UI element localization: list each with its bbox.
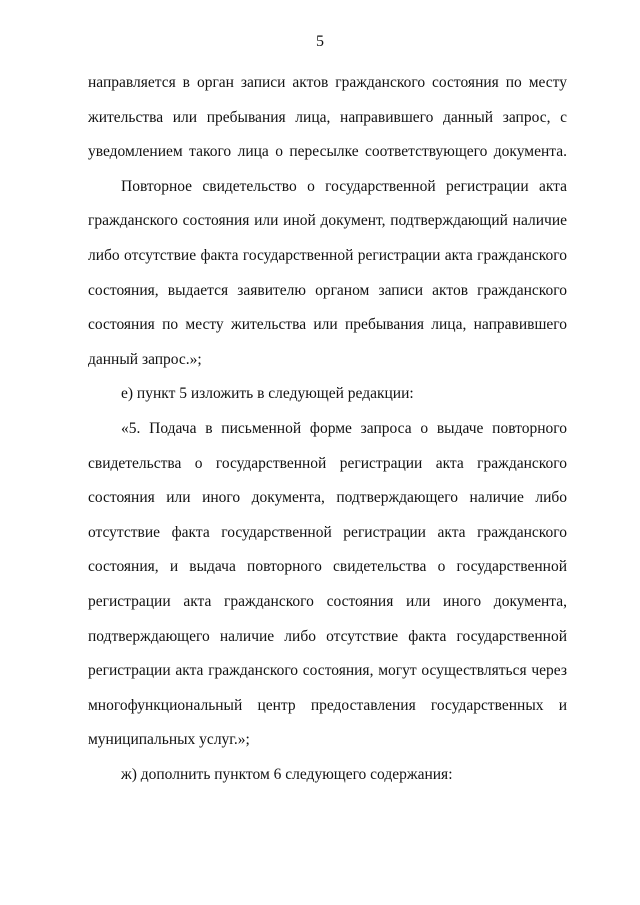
text-line: состояния, выдается заявителю органом записи актов гражданского <box>88 281 567 299</box>
text-line: свидетельства о государственной регистрации акта гражданского <box>88 454 567 472</box>
text-line: муниципальных услуг.»; <box>88 731 250 749</box>
text-line: состояния по месту жительства или пребывания лица, направившего <box>88 316 567 334</box>
text-line: регистрации акта гражданского состояния, могут осуществляться через <box>88 662 567 680</box>
text-line: регистрации акта гражданского состояния или иного документа, <box>88 592 567 610</box>
paragraph-item-e: е) пункт 5 изложить в следующей редакции: <box>121 385 414 403</box>
text-line: жительства или пребывания лица, направившего данный запрос, с <box>88 108 567 126</box>
text-line: гражданского состояния или иной документ, подтверждающий наличие <box>88 212 567 230</box>
document-body <box>88 66 567 792</box>
text-line: «5. Подача в письменной форме запроса о выдаче повторного <box>121 419 567 437</box>
paragraph-item-zh: ж) дополнить пунктом 6 следующего содержания: <box>121 765 453 783</box>
text-line: направляется в орган записи актов гражданского состояния по месту <box>88 74 567 91</box>
text-line: уведомлением такого лица о пересылке соответствующего документа. <box>88 143 567 161</box>
text-line: состояния, и выдача повторного свидетельства о государственной <box>88 558 567 576</box>
text-line: Повторное свидетельство о государственной регистрации акта <box>121 177 567 195</box>
paragraph-point-5 <box>88 412 567 758</box>
text-line: данный запрос.»; <box>88 350 202 368</box>
text-line: отсутствие факта государственной регистрации акта гражданского <box>88 523 567 541</box>
paragraph-registry-office-continuation <box>88 66 567 377</box>
text-line: многофункциональный центр предоставления государственных и <box>88 696 567 714</box>
text-line: либо отсутствие факта государственной регистрации акта гражданского <box>88 246 567 264</box>
text-line: состояния или иного документа, подтверждающего наличие либо <box>88 489 567 507</box>
page-number: 5 <box>316 33 324 50</box>
text-line: подтверждающего наличие либо отсутствие факта государственной <box>88 627 567 645</box>
